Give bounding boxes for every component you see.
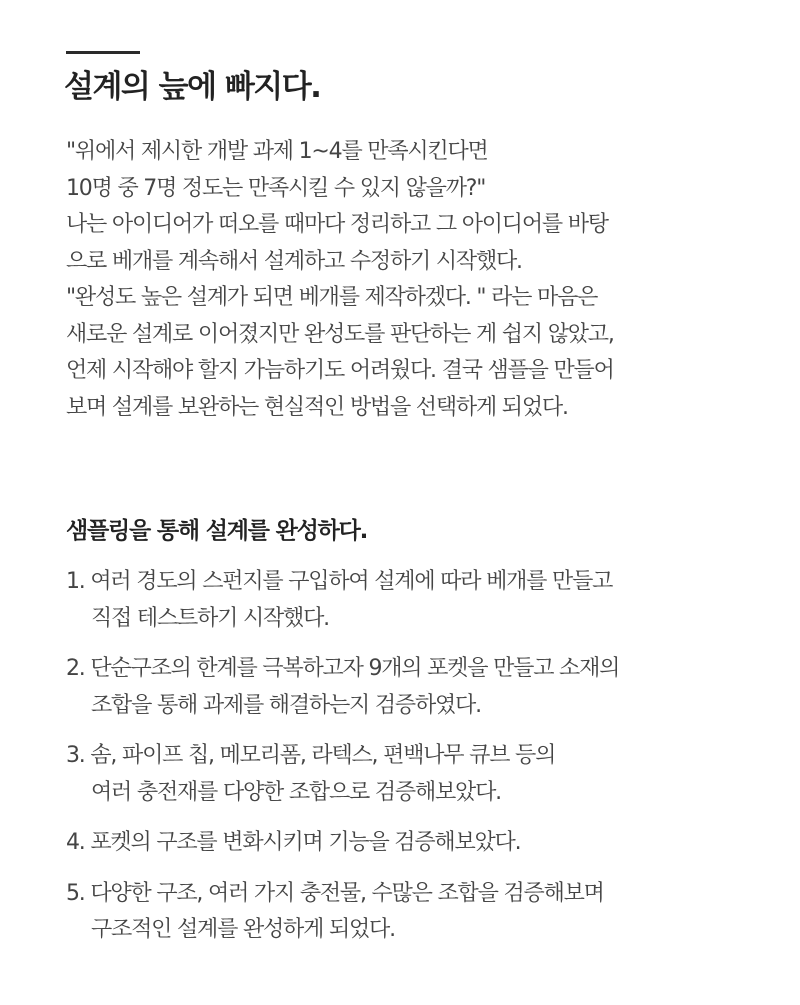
list-item xyxy=(66,564,776,637)
intro-line: 으로 베개를 계속해서 설계하고 수정하기 시작했다. xyxy=(66,248,522,274)
intro-line: 나는 아이디어가 떠오를 때마다 정리하고 그 아이디어를 바탕 xyxy=(66,212,608,237)
intro-line: 새로운 설계로 이어졌지만 완성도를 판단하는 게 쉽지 않았고, xyxy=(66,321,614,347)
list-item-line: 여러 충전재를 다양한 조합으로 검증해보았다. xyxy=(91,779,501,805)
list-item xyxy=(66,876,776,949)
intro-paragraph xyxy=(66,134,766,426)
page-title: 설계의 늪에 빠지다. xyxy=(64,69,321,105)
intro-line: 보며 설계를 보완하는 현실적인 방법을 선택하게 되었다. xyxy=(66,394,568,420)
list-item-line: 구조적인 설계를 완성하게 되었다. xyxy=(91,917,395,942)
intro-line: 언제 시작해야 할지 가늠하기도 어려웠다. 결국 샘플을 만들어 xyxy=(66,358,614,383)
list-item-line: 조합을 통해 과제를 해결하는지 검증하였다. xyxy=(91,692,481,718)
list-item-line: 5. 다양한 구조, 여러 가지 충전물, 수많은 조합을 검증해보며 xyxy=(66,880,604,906)
numbered-list xyxy=(66,564,776,963)
list-item-line: 1. 여러 경도의 스펀지를 구입하여 설계에 따라 베개를 만들고 xyxy=(66,569,613,594)
intro-line: "위에서 제시한 개발 과제 1~4를 만족시킨다면 xyxy=(66,139,488,164)
list-item xyxy=(66,651,776,724)
list-item-line: 2. 단순구조의 한계를 극복하고자 9개의 포켓을 만들고 소재의 xyxy=(66,656,620,681)
intro-line: 10명 중 7명 정도는 만족시킬 수 있지 않을까?" xyxy=(66,175,486,201)
title-accent-rule xyxy=(66,51,140,54)
section-subheading: 샘플링을 통해 설계를 완성하다. xyxy=(66,518,368,544)
list-item-line: 3. 솜, 파이프 칩, 메모리폼, 라텍스, 편백나무 큐브 등의 xyxy=(66,743,556,768)
list-item xyxy=(66,825,776,862)
list-item-line: 직접 테스트하기 시작했다. xyxy=(91,605,329,631)
intro-line: "완성도 높은 설계가 되면 베개를 제작하겠다. " 라는 마음은 xyxy=(66,285,598,310)
list-item-line: 4. 포켓의 구조를 변화시키며 기능을 검증해보았다. xyxy=(66,830,521,855)
list-item xyxy=(66,738,776,811)
